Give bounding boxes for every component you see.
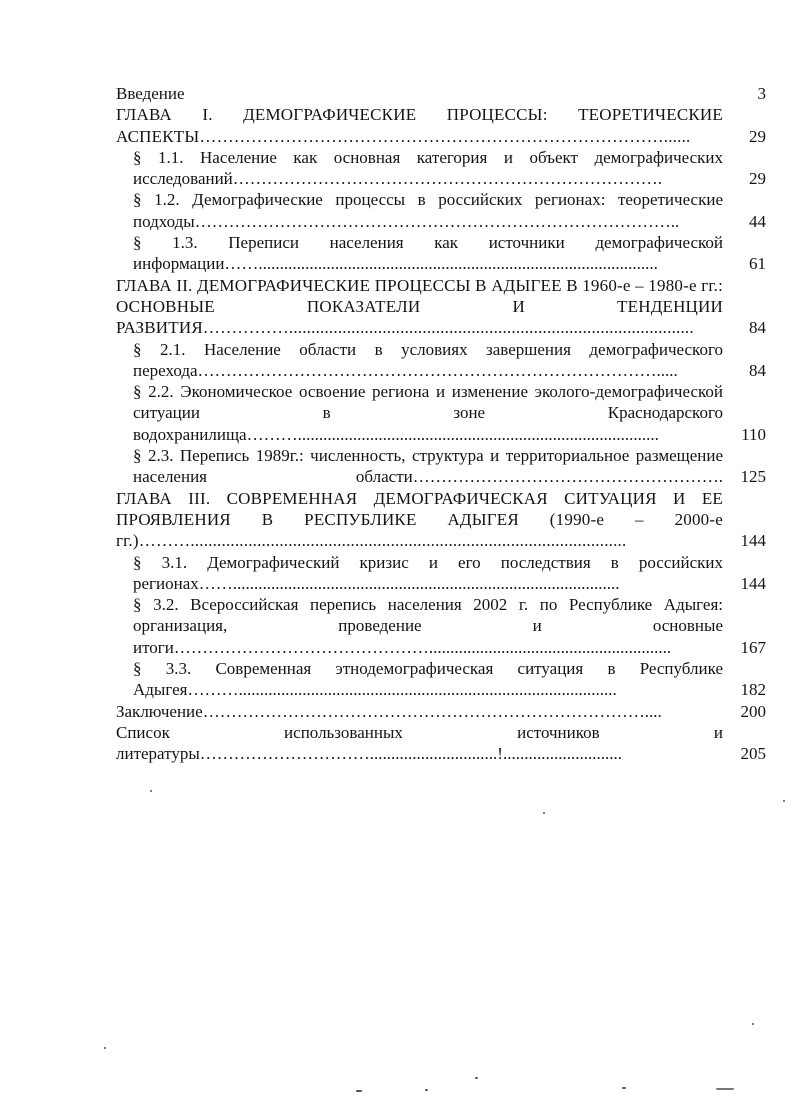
toc-entry-chapter-3[interactable] — [116, 488, 766, 552]
scan-speck — [543, 812, 545, 814]
toc-entry-text: § 1.1. Население как основная категория и объект демографических исследований…………………………………………………………………. — [133, 147, 723, 189]
toc-entry-section-3-2[interactable] — [116, 594, 766, 658]
scan-speck — [356, 1090, 362, 1092]
toc-entry-section-1-1[interactable] — [116, 147, 766, 190]
scan-speck — [752, 1023, 754, 1025]
toc-entry-page: 84 — [749, 318, 766, 338]
toc-entry-text: § 3.2. Всероссийская перепись населения 2002 г. по Республике Адыгея: организация, проведение и основные итоги………………………………………......................................................... — [133, 595, 723, 657]
toc-entry-page: 84 — [749, 360, 766, 380]
toc-entry-page: 144 — [740, 531, 766, 551]
toc-entry-page: 61 — [749, 254, 766, 274]
table-of-contents — [116, 83, 766, 765]
toc-entry-text: § 3.3. Современная этнодемографическая ситуация в Республике Адыгея………......................................................................................... — [133, 659, 723, 700]
toc-entry-page: 3 — [757, 84, 766, 103]
toc-entry-section-3-1[interactable] — [116, 552, 766, 595]
toc-entry-page: 144 — [740, 573, 766, 593]
toc-entry-text: § 2.3. Перепись 1989г.: численность, структура и территориальное размещение населения области………………………………………………. — [133, 446, 723, 487]
toc-entry-section-1-2[interactable] — [116, 189, 766, 232]
toc-entry-page: 167 — [740, 637, 766, 657]
toc-entry-section-2-2[interactable] — [116, 381, 766, 445]
toc-entry-page: 125 — [740, 467, 766, 487]
scan-speck — [475, 1077, 478, 1079]
scan-speck — [622, 1087, 626, 1089]
scan-speck — [150, 790, 152, 792]
toc-entry-section-1-3[interactable] — [116, 232, 766, 275]
scan-speck — [716, 1088, 734, 1090]
toc-entry-bibliography[interactable] — [116, 722, 766, 765]
toc-entry-page: 182 — [740, 680, 766, 700]
toc-entry-page: 200 — [740, 701, 766, 721]
toc-entry-text: § 1.3. Переписи населения как источники демографической информации…….............................................................................................. — [133, 233, 723, 274]
toc-entry-conclusion[interactable] — [116, 701, 766, 722]
toc-entry-page: 29 — [749, 126, 766, 146]
toc-entry-page: 44 — [749, 211, 766, 231]
toc-entry-page: 110 — [741, 424, 766, 444]
toc-entry-text: § 1.2. Демографические процессы в российских регионах: теоретические подходы………………………………………………………………………….. — [133, 190, 723, 231]
toc-entry-page: 205 — [740, 744, 766, 764]
toc-entry-chapter-1[interactable] — [116, 104, 766, 147]
toc-entry-introduction[interactable] — [116, 83, 766, 104]
toc-entry-page: 29 — [749, 169, 766, 189]
toc-entry-text: ГЛАВА II. ДЕМОГРАФИЧЕСКИЕ ПРОЦЕССЫ В АДЫГЕЕ В 1960-е – 1980-е гг.: ОСНОВНЫЕ ПОКАЗАТЕЛИ И ТЕНДЕНЦИИ РАЗВИТИЯ……………........................................................................................... — [116, 275, 723, 338]
scan-speck — [783, 800, 785, 802]
toc-entry-text: § 3.1. Демографический кризис и его последствия в российских регионах……........................................................................................... — [133, 552, 723, 593]
toc-entry-text: § 2.2. Экономическое освоение региона и изменение эколого-демографической ситуации в зоне Краснодарского водохранилища………..................................................................................... — [133, 382, 723, 444]
toc-entry-text: ГЛАВА I. ДЕМОГРАФИЧЕСКИЕ ПРОЦЕССЫ: ТЕОРЕТИЧЕСКИЕ АСПЕКТЫ………………………………………………………………………...... — [116, 105, 723, 146]
scan-speck — [425, 1089, 428, 1091]
toc-entry-text: § 2.1. Население области в условиях завершения демографического перехода………………………………………………………………………..... — [133, 339, 723, 380]
toc-entry-text: Введение — [116, 84, 185, 103]
toc-entry-section-2-1[interactable] — [116, 339, 766, 382]
scan-speck — [104, 1047, 106, 1049]
toc-entry-section-3-3[interactable] — [116, 658, 766, 701]
toc-entry-text: Заключение…………………………………………………………………….... — [116, 701, 662, 721]
toc-entry-chapter-2[interactable] — [116, 275, 766, 339]
toc-entry-section-2-3[interactable] — [116, 445, 766, 488]
toc-entry-text: ГЛАВА III. СОВРЕМЕННАЯ ДЕМОГРАФИЧЕСКАЯ СИТУАЦИЯ И ЕЕ ПРОЯВЛЕНИЯ В РЕСПУБЛИКЕ АДЫГЕЯ (1990-е – 2000-е гг.)……….................................................................................................. — [116, 488, 723, 551]
toc-entry-text: Список использованных источников и литературы…………………………..............................!............................ — [116, 722, 723, 764]
